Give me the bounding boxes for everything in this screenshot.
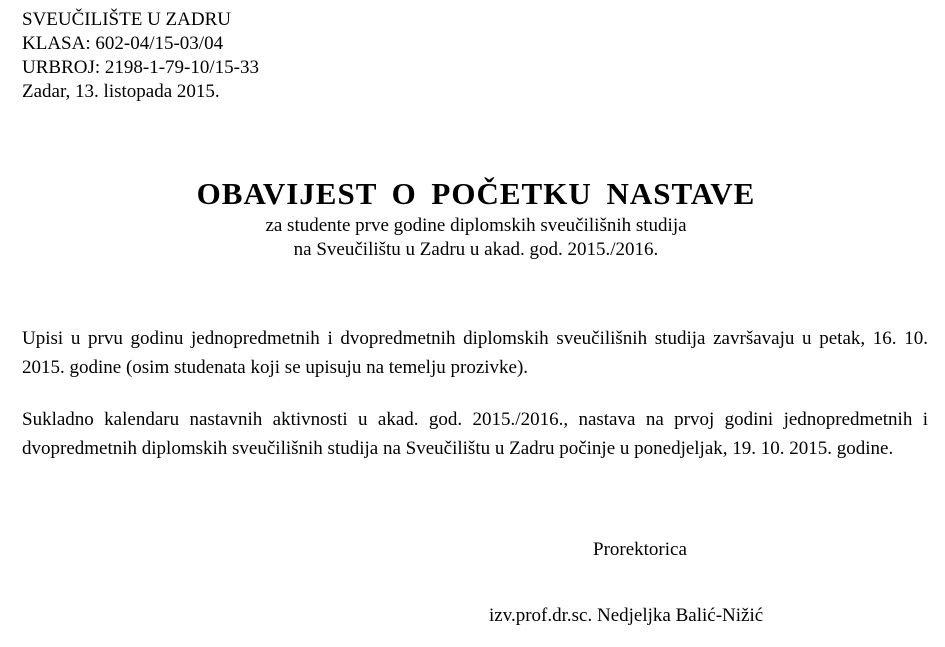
- notice-subtitle-line1: za studente prve godine diplomskih sveučilišnih studija: [265, 215, 687, 236]
- klasa-number: KLASA: 602-04/15-03/04: [22, 33, 224, 54]
- signature-name: izv.prof.dr.sc. Nedjeljka Balić-Nižić: [489, 605, 764, 626]
- place-date: Zadar, 13. listopada 2015.: [22, 81, 220, 102]
- urbroj-number: URBROJ: 2198-1-79-10/15-33: [22, 57, 259, 78]
- notice-title: OBAVIJEST O POČETKU NASTAVE: [196, 176, 756, 211]
- document-header: [22, 8, 259, 104]
- notice-subtitle-line2: na Sveučilištu u Zadru u akad. god. 2015./2016.: [293, 239, 659, 260]
- paragraph-enrollment: Upisi u prvu godinu jednopredmetnih i dvopredmetnih diplomskih sveučilišnih studija završavaju u petak, 16. 10. 2015. godine (osim studenata koji se upisuju na temelju prozivke).: [22, 328, 928, 378]
- signature-role: Prorektorica: [593, 539, 687, 560]
- paragraph-classes-start: Sukladno kalendaru nastavnih aktivnosti u akad. god. 2015./2016., nastava na prvoj godini jednopredmetnih i dvopredmetnih diplomskih sveučilišnih studija na Sveučilištu u Zadru počinje u ponedjeljak, 19. 10. 2015. godine.: [22, 409, 928, 459]
- institution-name: SVEUČILIŠTE U ZADRU: [22, 9, 231, 30]
- notice-title-block: [0, 174, 945, 262]
